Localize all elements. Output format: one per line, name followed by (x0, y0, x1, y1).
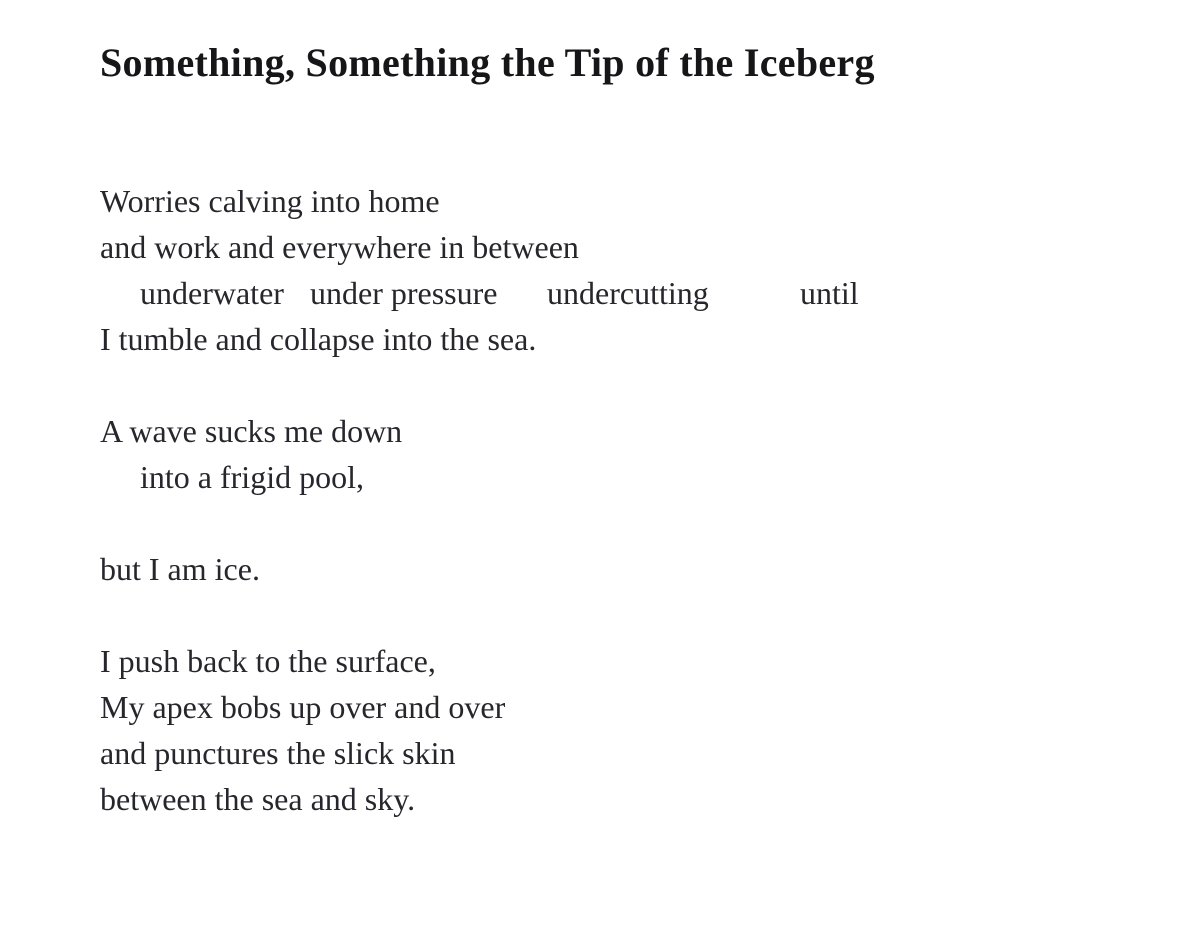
spaced-word: undercutting (547, 275, 709, 311)
poem-line: I tumble and collapse into the sea. (100, 321, 537, 357)
spaced-word: underwater (140, 275, 284, 311)
spaced-word: under pressure (310, 275, 498, 311)
stanza-1 (100, 178, 1194, 362)
poem-line: A wave sucks me down (100, 413, 403, 449)
poem-line: I push back to the surface, (100, 643, 436, 679)
poem-line: between the sea and sky. (100, 781, 416, 817)
poem-line-spaced (100, 270, 1194, 316)
poem-line-indented: into a frigid pool, (140, 459, 364, 495)
poem-line: and work and everywhere in between (100, 229, 579, 265)
poem-line: and punctures the slick skin (100, 735, 456, 771)
stanza-2 (100, 408, 1194, 500)
poem-line: My apex bobs up over and over (100, 689, 506, 725)
poem-body (100, 178, 1194, 822)
poem-line: but I am ice. (100, 551, 260, 587)
poem-line: Worries calving into home (100, 183, 440, 219)
poem-title: Something, Something the Tip of the Iceberg (100, 40, 875, 85)
stanza-4 (100, 638, 1194, 822)
stanza-3 (100, 546, 1194, 592)
spaced-word: until (800, 275, 859, 311)
